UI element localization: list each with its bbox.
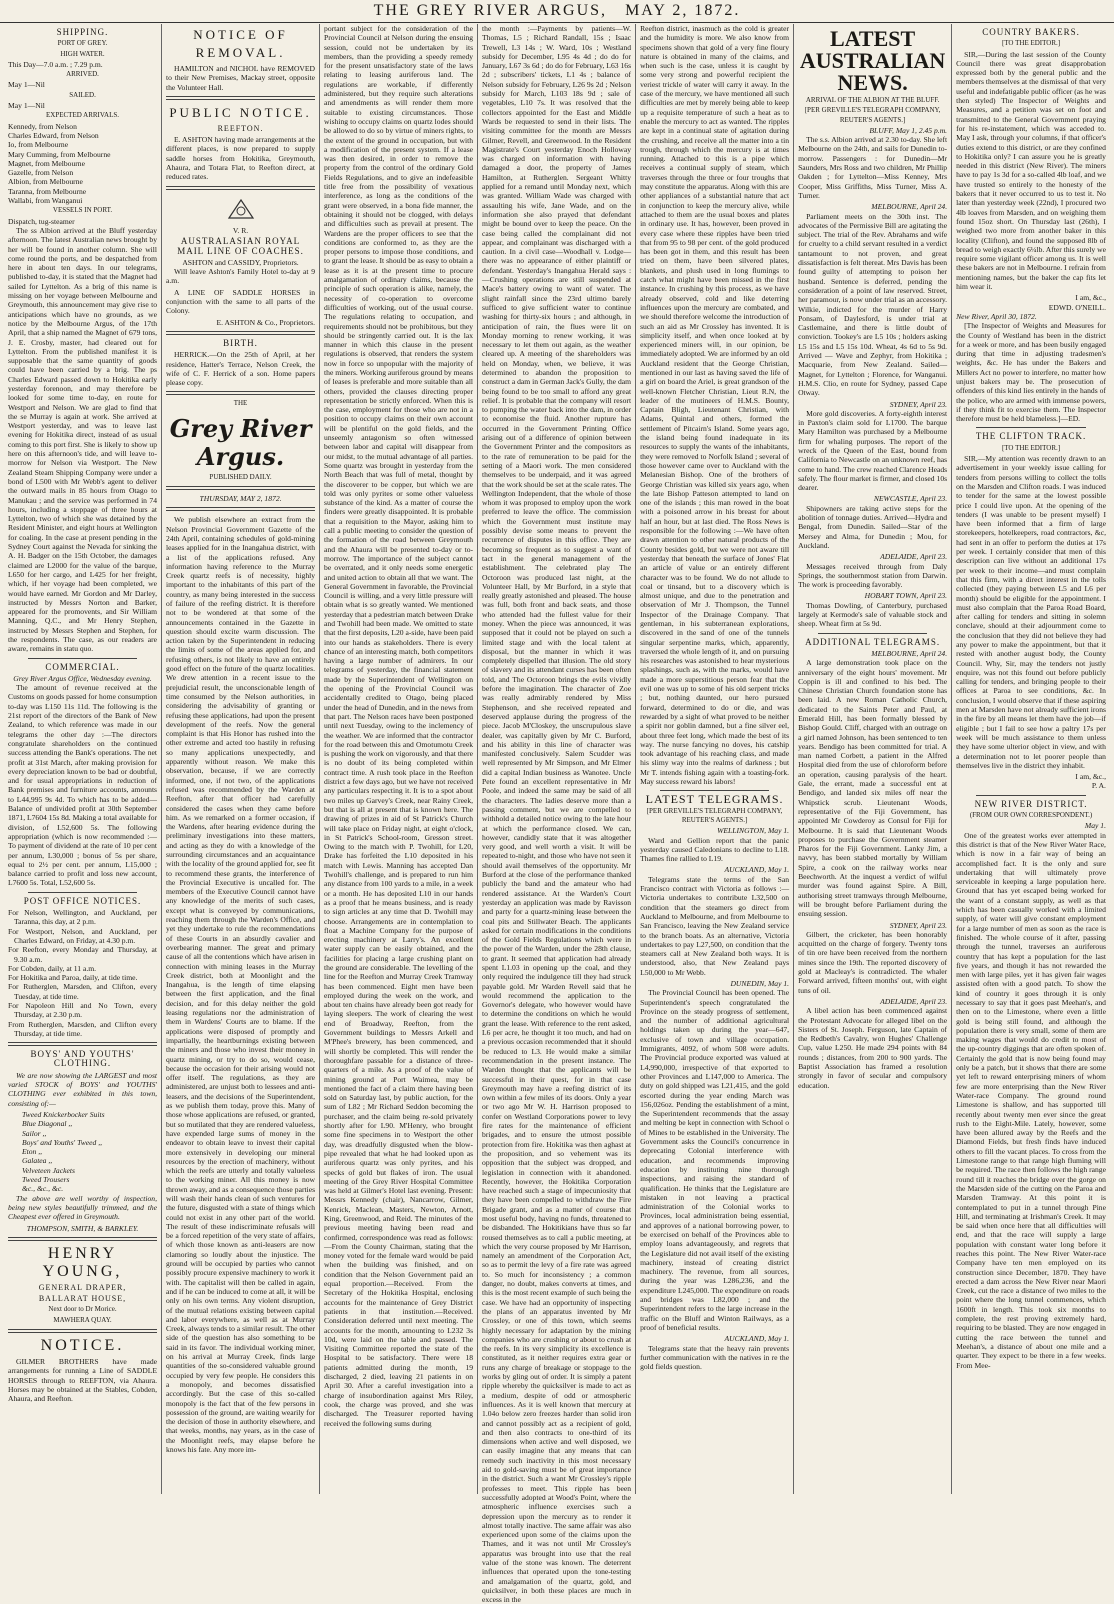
divider bbox=[28, 892, 137, 893]
letter-text: SIR,—My attention was recently drawn to an advertisement in your weekly issue calling for tenders from persons willing to collect the tolls on the Marsden and Clifton roads. I was induced to tender for the same at the lowest possible price I could live upon. At the opening of the tenders (I was unable to be present myself) I have been informed that a firm of large storekeepers, hotelkeepers, road contractors, &c, had sent in an offer to perform the duties at 17s per week. I certainly consider that men of this description can live without an additional 17s per week to their income—and must complain that this firm, with a direct interest in the tolls collected (they paying between L5 and L6 per month) should be eligible for the appointment. I must also complain that the Paroa Road Board, after calling for tenders and sitting in solemn conclave, should at their adjournment come to the conclusion that they did not believe they had any power to make the appointment, but that it rested with another august body, the County Council. Why, Sir, may the tenders not justly enquire, was not this found out before publicly calling for tenders, and bringing people to their offices at Paroa to see conditions, &c. In conclusion, I would observe that if these aspiring men at Marsden have not already sufficient irons in the fire by all means let them have the job—if eligible ; but I fail to see how a paltry 17s per week will be much assistance to them unless they have some ulterior object in view, and with a determination not to let poorer people than themselves live in the district they inhabit. bbox=[956, 454, 1106, 770]
list-item: Tweed Trousers bbox=[22, 1175, 70, 1185]
arrival-heading: ARRIVAL OF THE ALBION AT THE BLUFF. bbox=[805, 96, 940, 104]
telegram-text: The Provincial Council has been opened. The Superintendent's speech congratulated the Province on the steady progress of settlement, and the number of additional agricultural holdings taken up during the year—647, exclusive of town and village occupation. Immigrants, 4092, of whom 508 were adults. The Provincial produce exported was valued at L4,990,000, irrespective of that exported to other Provinces and L147,000 to America. The duty on gold shipped was L21,415, and the gold escorted during the year ending March was 156,026oz. Pending the establishment of a mint, the Superintendent recommends that the assay and melting be kept in connection with School o of Mines to be established in the University. The Government asks the Council's concurrence in deprecating Colonial interference with education, and recommends improving education by instituting nine thorough inspections, and raising the standard of qualification. He thinks that the Legislature are mistaken in not leaving a practical administration of the Colonial works to Provinces, local administration being essential, and approves of a national borrowing power, to be exercised on behalf of the Provinces able to employ loans advantageously, and regrets that the Legislature did not avail itself of the existing machinery, instead of creating district machinery. The revenue, from all sources, during the year was L286,236, and the expenditure L245,000. The expenditure on roads and bridges was L82,000 ; and the Superintendent refers to the large increase in the traffic on the Bluff and Winton Railways, as a proof of beneficial results. bbox=[640, 988, 790, 1332]
sailed-heading: SAILED. bbox=[69, 90, 96, 99]
vessels-heading: VESSELS IN PORT. bbox=[52, 206, 113, 215]
post-list bbox=[8, 908, 157, 1038]
divider bbox=[166, 391, 315, 395]
list-item: Charles Edward, from Nelson bbox=[8, 130, 99, 140]
dateline: AUCKLAND, May 1. bbox=[724, 865, 790, 875]
arrived-heading: ARRIVED. bbox=[66, 70, 99, 79]
title-the: THE bbox=[233, 399, 248, 408]
dateline: SYDNEY, April 23. bbox=[889, 399, 948, 409]
list-item: Wallabi, from Wanganui bbox=[8, 196, 83, 206]
mail-sub: ASHTON and CASSIDY, Proprietors. bbox=[182, 257, 299, 267]
mail-title: AUSTRALASIAN ROYAL MAIL LINE OF COACHES. bbox=[177, 236, 304, 256]
news-text: Shipowners are taking active steps for the abolition of tonnage duties. Arrived—Hydra and Bengal, from Dunedin. Sailed—Star of the Mersey and Alma, for Dunedin ; Mou, for Auckland. bbox=[798, 503, 948, 550]
column-5 bbox=[636, 24, 794, 1494]
dateline: DUNEDIN, May 1. bbox=[730, 978, 790, 988]
high-water-times: This Day—7.0 a.m. ; 7.29 p.m. bbox=[8, 59, 103, 69]
divider bbox=[8, 1042, 157, 1046]
port-heading: PORT OF GREY. bbox=[57, 39, 108, 48]
dateline: HOBART TOWN, April 23. bbox=[864, 591, 948, 601]
arrived-text: May 1—Nil bbox=[8, 80, 45, 90]
boys-signature: THOMPSON, SMITH, & BARKLEY. bbox=[26, 1223, 139, 1233]
commercial-dateline: Grey River Argus Office, Wednesday evening. bbox=[13, 673, 152, 683]
public-notice-title: PUBLIC NOTICE. bbox=[169, 104, 312, 120]
divider bbox=[166, 486, 315, 490]
latest-telegrams-sub: [PER GREVILLE'S TELEGRAPH COMPANY, REUTER'S AGENTS.] bbox=[646, 806, 783, 824]
issue-date: THURSDAY, MAY 2, 1872. bbox=[199, 494, 282, 504]
list-item: Boys' and Youths' Tweed ,, bbox=[22, 1137, 103, 1147]
letter-date: New River, April 30, 1872. bbox=[956, 311, 1037, 321]
list-item: For Reefton, every Monday and Thursday, at 9.30 a.m. bbox=[8, 945, 158, 964]
new-river-text: One of the greatest works ever attempted in this district is that of the New River Water Race, which is now in a fair way of being an accomplished fact. It is the only and sure undertaking that will ultimately prove serviceable in keeping a large population here. Ground that has yet escaped being worked for the want of a constant supply, as well as that which has been casually worked with a limited supply, of water will give constant employment for a large number of men as soon as the race is finished. The whole course of it after, passing through the tunnel, traverses an auriferous country that has kept a population for the last five years, and though it has not rewarded the men with large piles, yet it has given fair wages assisted often with a good patch. To show the kind of country it goes through it is only necessary to say that it goes past Meehan's, and then on to the Limestone, where even a little gold is being still found, and although the population there is very small, some of them are making wages that would do credit to most of the up-country diggings that are often spoken of. Certainly the gold that is now being found may only be a patch, but it shows that there are some yet left to reward enterprising miners of whom few are more enterprising than the New River Water-race Company. The ground round Limestone is shallow, and has supported till recently about twenty men ever since the great rush to the Eight-Mile. Lately, however, some have been allured away by the Reefs and the Diamond Fields, but fresh finds have induced others to fill the vacant places. To cross from the Limestone range to that range high fluming will be required. The race then follows the high range round till it reaches the bridge over the gorge on the Marsden side of the cutting on the Paroa and Marsden Tramway. At this point it is contemplated to put in a tunnel through Pine Hill, and terminating at Irishman's Creek. It may be said when once here that all difficulties will end, and that the race will supply a large population with constant water long before it reaches this point. The New River Water-race Company have ten men employed on its construction since December, 1870. They have erected a dam across the New River near Maori Creek, cut the race a distance of two miles to the point where the long tunnel commences, which 1600ft in length. This took six months to complete, the rest proving extremely hard, requiring to be blasted. They are now engaged in cutting the race between the tunnel and Meehan's, a distance of about one mile and a quarter. They expect to be there in a few weeks. From Mee- bbox=[956, 830, 1106, 1370]
news-text: Messages received through from Daly Springs, the southernmost station from Darwin. The work is proceeding favorably. bbox=[798, 561, 948, 590]
birth-heading: BIRTH. bbox=[223, 337, 258, 348]
news-text: Thomas Dowling, of Canterbury, purchased largely at Kermode's sale of valuable stock and sheep. Wheat firm at 5s 9d. bbox=[798, 600, 948, 629]
young-title: HENRY YOUNG, bbox=[42, 1244, 123, 1280]
dateline: BLUFF, May 1, 2.45 p.m. bbox=[869, 125, 948, 135]
masthead bbox=[0, 0, 1114, 23]
columns bbox=[4, 24, 1110, 1604]
public-notice-text: E. ASHTON having made arrangements at the different places, is now prepared to supply saddle horses from Hokitika, Greymouth, Ahaura, and Totara Flat, to Reefton direct, at reduced rates. bbox=[166, 135, 316, 182]
crest-letters: V. R. bbox=[232, 225, 249, 235]
list-item: For Rutherglen, Marsden, and Clifton, every Tuesday, at tide time. bbox=[8, 982, 158, 1001]
shipping-article: The ss Albion arrived at the Bluff yesterday afternoon. The latest Australian news brought by her will be found in another column. She will come round the ports, and be despatched from here in about ten days. In our telegrams, published to-day, it is stated that the Magnet had sailed for Lyttelton. As a brig of this name is missing on her voyage between Melbourne and Greymouth, this announcement may give rise to anticipations which have no grounds, as we notice by the Melbourne Argus, of the 17th April, that a ship named the Magnet of 679 tons, J. E. Crosby, master, had cleared out for Lyttelton. From the published manifest it is supposable that the same quantity of goods could have been carried by a brig. The ps Charles Edward passed down to Hokitika early yesterday forenoon, and may therefore be looked for some time to-day, en route for Westport and Nelson. We are glad to find that the se Murray is again at work. She arrived at Westport yesterday, and was to leave last evening for Hokitika direct, instead of as usual coming to this port first. She is likely to show up here on this afternoon's tide, and will leave to-morrow for Nelson via Westport. The New Zealand Steam Shipping Company were under a bond of L500 with Mr Webb's agent to deliver the outward mails in 85 hours from Otago to Manukau ; and the service was performed in 74 hours, including a stoppage of three hours at Lyttelton, two of which she was detained by the Resident Minister, and eight hours at Wellington for coaling. In the case at present pending in the Sydney Court against the Nevada for sinking the A. H. Badger on the 15th October, the damages claimed are L2000 for the value of the barque, L650 for her cargo, and L425 for her freight, which, if her voyage had been completed, we would have earned. Mr Gordon and Mr Darley, instructed by Messrs Norton and Barker, appeared for the promovents, and Sir William Manning, Q.C., and Mr Henry Stephen, instructed by Messrs Stephen and Stephen, for the respondents. The case, as our readers are aware, remains in statu quo. bbox=[8, 225, 158, 654]
published-daily: PUBLISHED DAILY. bbox=[209, 472, 272, 481]
list-item: Mary Cumming, from Melbourne bbox=[8, 149, 111, 159]
divider bbox=[976, 427, 1086, 428]
column-7 bbox=[952, 24, 1110, 1494]
paper-title: Grey River Argus. bbox=[169, 413, 312, 471]
telegram-text: Ward and Gellion report that the panic yesterday caused Caledonians to decline to L18. Thames fine rallied to L19. bbox=[640, 835, 790, 864]
telegram-text: Telegrams state that the heavy rain prevents further communication with the natives in re the gold fields question. bbox=[640, 1343, 790, 1372]
letter-signoff: I am, &c., bbox=[1075, 772, 1106, 782]
list-item: For Hokitika and Paroa, daily, at tide time. bbox=[8, 973, 138, 983]
dateline: NEWCASTLE, April 23. bbox=[873, 494, 948, 504]
removal-title: NOTICE OF REMOVAL. bbox=[193, 27, 288, 60]
news-text: More gold discoveries. A forty-eighth interest in Paxton's claim sold for L1700. The barque Mary Hamilton was purchased by a Melbourne firm for whaling purposes. The report of the wreck of the Queen of the East, bound from California to Newcastle on an unknown reef, has come to hand. The crew reached Clarence Heads safely. The flour market is firmer, and closed 10s dearer. bbox=[798, 408, 948, 493]
divider bbox=[660, 790, 769, 791]
news-text: Gilbert, the cricketer, has been honorably acquitted on the charge of forgery. Twenty tons of tin ore have been received from the northern mines since the 19th. The reported discovery of gold at Macleay's is contradicted. The whaler Forward arrived, fifteen months' out, with eight tuns of oil. bbox=[798, 929, 948, 995]
dateline: May 1. bbox=[1084, 821, 1106, 831]
commercial-article: The amount of revenue received at the Customs on goods passed for home consumption to-day was L150 11s 11d. The following is the 21st report of the directors of the Bank of New Zealand, to which reference was made in our telegrams the other day :—The directors congratulate shareholders on the continued success attending the Bank's operations. The net profit at 31st March, after making provision for every depreciation known to be bad or doubtful, and for usual appropriations in reduction of Bank premises and furniture accounts, amounts to L44,995 9s 4d. To which has to be added—Balance of undivided profit at 30th September 1871, L7604 15s 8d. Making a total available for division, of L52,600 5s. The following appropriation (which is now recommended :—To payment of dividend at the rate of 10 per cent per annum, L30,000 ; bonus of 5s per share, equal to 2½ per cent. per annum, L15,000 ; balance carried to profit and loss new account, L7600 5s. Total, L52,600 5s. bbox=[8, 683, 158, 888]
dateline: MELBOURNE, April 24. bbox=[871, 202, 948, 212]
column-5-text: Reefton district, inasmuch as the cold is greater and the humidity is more. We also know from specimens shown that gold of a very fine floury nature is obtained in many of the claims, and when such is the case, unless it is caught by some very strong and powerful recipient the veriest trickle of water will carry it away. In the case of the mercury, we have mentioned all such difficulties are met by merely being able to keep up a requisite temperature of such a heat as to enable the mercury to act as wanted. The ripples are kept in a continual state of agitation during the crushing, and receive all the matter into a tin trough, through which the mercury is at times running. Attached to this is a pipe which receives a continual supply of steam, which traverses through the three or four troughs that may constitute the apparatus. Along with this are other appliances of a substantial nature that act in conjunction to keep the mercury alive, while attached to them are the usual boxes and plates in ordinary use. It has, however, been proved in every case where these ripples have been tried that from 95 to 98 per cent. of the gold produced has been got in them, and this result has been tried on them, have been silvered plates, blankets, and plush used in long flumings to catch what might have been missed in the first instance. In crushing by this process, as we have already observed, cold and like deterring influences upon the mercury are combated, and we should therefore welcome the introduction of such an aid as Mr Crossley has invented. It is simplicity itself, and when once looked at by experienced miners will, in our opinion, be immediately adopted. We are informed by an old Auckland resident that the George Christian, mentioned in our last as having saved the life of a girl on board the Ariel, is great grandson of the well-known Fletcher Christian, Lieut R.N, the leader of the mutineers of H.M.S. Bounty, Captain Bligh, Lieutenant Christian, with Adams, Quintal and others, formed the settlement of Pitcairn's Island. Some years ago, the island being found inadequate in its resources to supply the wants of the inhabitants, they were removed to Norfolk Island ; several of those however came over to Auckland with the Melanesian Bishop. One of the brothers of George Christian was killed six years ago, when the late Bishop Patteson attempted to land on one of the islands ; this man rowed in the boat with a poisoned arrow in his breast for about half an hour, but at last died. The Ross News is responsible for the following :—We have often drawn attention to other natural products of the County besides gold, but we were not aware till yesterday that beneath the surface of Jones' Flat an article of value or an entirely different character was to be found. We do not allude to coal or tinsand, but to a discovery which is almost unique, and due to the penetration and observation of Mr J. Thompson, the Tunnel Inspector of the Drainage Company. That gentleman, in his subterranean explorations, discovered in the sand of one of the tunnels singular serpentine marks, which, apparently, traversed the whole length of it, and on pursuing his researches was astonished to hear mysterious splashings, such as, with the marks, would have made a more superstitious person fear that the evil one was up to some of his old serpent tricks ; but, nothing daunted, our hero pursued forward, determined to do or die, and was rewarded by a sight of what proved to be neither a spirit nor goblin damned, but a fine silver eel, about three feet long, which made the best of its way. The nurse fancying no doves, his catship took advantage of his reaching class, and made his slimy way into the realms of darkness ; but Mr T. intends fishing again with a toasting-fork. May success reward his labors! bbox=[640, 24, 790, 787]
dateline: MELBOURNE, April 24. bbox=[871, 648, 948, 658]
shipping-heading: SHIPPING. bbox=[56, 27, 109, 37]
divider bbox=[28, 658, 137, 659]
column-6 bbox=[794, 24, 952, 1494]
list-item: For Westport, Nelson, and Auckland, per Charles Edward, on Friday, at 4.30 p.m. bbox=[8, 926, 158, 945]
dateline: SYDNEY, April 23. bbox=[889, 920, 948, 930]
column-3 bbox=[320, 24, 478, 1494]
post-heading: POST OFFICE NOTICES. bbox=[23, 895, 142, 906]
letter-signature: EDWD. O'NEILL. bbox=[1048, 302, 1106, 312]
dateline: ADELAIDE, April 23. bbox=[880, 552, 948, 562]
boys-list bbox=[8, 1110, 157, 1194]
high-water-heading: HIGH WATER. bbox=[60, 49, 105, 58]
news-text: The s.s. Albion arrived at 2.30 to-day. She left Melbourne on the 24th, and sails for Dunedin to-morrow. Passengers : for Dunedin—Mr Saunders, Mrs Ross and two children, Mr Phillip Oakden ; for Lyttelton—Miss Kenney, Mrs Cooper, Miss Griffiths, Miss Turner, Miss A. Turner. bbox=[798, 135, 948, 200]
dateline: ADELAIDE, April 23. bbox=[880, 996, 948, 1006]
list-item: Blue Diagonal ,, bbox=[22, 1119, 73, 1129]
birth-text: HERRICK.—On the 25th of April, at her residence, Hatter's Terrace, Nelson Creek, the wife of C. F. Herrick of a son. Home papers please copy. bbox=[166, 350, 316, 388]
divider bbox=[166, 331, 315, 335]
list-item: Magnet, from Melbourne bbox=[8, 158, 85, 168]
expected-heading: EXPECTED ARRIVALS. bbox=[46, 111, 119, 120]
bakers-heading: COUNTRY BAKERS. bbox=[982, 27, 1080, 37]
sub-heading: [PER GREVILLE'S TELEGRAPH COMPANY, REUTER'S AGENTS.] bbox=[804, 106, 941, 124]
notice-title: NOTICE. bbox=[40, 1337, 125, 1354]
divider bbox=[818, 633, 927, 634]
list-item: For Napoleon Hill and No Town, every Thursday, at 2.30 p.m. bbox=[8, 1000, 158, 1020]
letter-signoff: I am, &c., bbox=[1075, 293, 1106, 303]
news-text: A libel action has been commenced against the Protestant Advocate for alleged libel on the Sisters of St. Joseph. Ferguson, late Captain of the Redbeth's Cavalry, won Hughes' Challenge Cup, value L250. He made 294 points with 84 rounds ; distances, from 200 to 900 yards. The Baptist Association has framed a resolution strongly in favor of secular and compulsory education. bbox=[798, 1006, 948, 1090]
editor-note: [The Inspector of Weights and Measures for the County of Westland has been in the district for a week or more, and has been busily engaged during that time in adjusting tradesmen's weights, &c. He has under the Bakers and Millers Act no power to interfere, no matter how unjust bakers may be. The prosecution of offenders of this kind lies entirely in the hands of the police, who are armed with immense powers, if they think fit to exercise them. The Inspector therefore must be held blameless.]—ED. bbox=[956, 321, 1106, 424]
boys-footer: The above are well worthy of inspection, being new styles beautifully trimmed, and the Cheapest ever offered in Greymouth. bbox=[8, 1193, 158, 1222]
list-item: For Cobden, daily, at 11 a.m. bbox=[8, 963, 97, 973]
saddle-text: A LINE OF SADDLE HORSES in conjunction with the same to all parts of the Colony. bbox=[166, 287, 316, 316]
new-river-heading: NEW RIVER DISTRICT. bbox=[974, 798, 1088, 809]
leader-article: We publish elsewhere an extract from the Nelson Provincial Government Gazette of the 24th April, containing schedules of gold-mining leases applied for in the Inangahua district, with a list of the applications refused. Any information having reference to the Murray Creek quartz reefs is of necessity, highly important to the inhabitants of this part of the country, as many being interested in the success of failure of the reefing district. It is therefore not to be wondered at that some of the announcements contained in the Gazette in question should excite warm discussion. The action taken by the Superintendent in reducing the limits of some of the areas applied for, and refusing others, is not likely to have an entirely good effect on the future of the quartz localities. We drew attention in a recent issue to the prejudicial result, the unconscionable length of time consumed by the Nelson authorities, in considering the advisability of granting or refusing these applications, had upon the present development of the reefs. Now the general complaint is that His Honor has rushed into the other extreme and acted too hastily in refusing so many applications unexpectedly, and apparently without reason. We make this observation, because, if we are correctly informed, one, if not two, of the applications refused was recommended by the Warden at Reefton, after that officer had carefully considered the cases when they came before him. As we remarked on a former occasion, if the Wardens, after hearing evidence during the preliminary investigations into these matters, and acting as they do with a knowledge of the surrounding circumstances and an acquaintance with the locality of the ground applied for, see fit to recommend these grants, the interference of the Provincial Executive is uncalled for. The members of the Executive Council cannot have any knowledge of the merits of such cases, except what is conveyed by communications, reaching them through the Warden's Office, and yet they undertake to rule the recommendations of these Courts in an absurdly cavalier and overbearing manner. The great and primary cause of all the contentions which have arisen in connection with mining leases in the Murray Creek district, both at Moonlight and the Inangahua, is the length of time elapsing between the first application, and the final decision, and for this delay neither the gold leasing regulations nor the administration of them in Wardens' Courts are to blame. If the applications were disposed of promptly and impartially, the heartburnings existing between the miners and those who invest their money in quartz mining, or try to do so, would cease, because the occasion for their arising would not offer itself. The regulations, as they are administered, are unjust both to lessees and anti-leasers, and the decisions of the Superintendent, as we publish them today, prove this. Many of those whose applications are refused, or granted, but so mutilated that they are rendered valueless, have expended large sums of money in the endeavor to obtain leave to invest their capital more extensively in developing our mineral resources by the erection of machinery, without which the reefs are utterly and totally valueless to the working miner. All this money is now thrown away, and as a consequence those parties will wash their hands clean of such ventures for the future, disgusted with a state of things which could not exist in any other part of the world. The result of these indiscriminate refusals will be a forced repetition of the very state of affairs, of which those known as anti-leasers are now clamoring so loudly about the injustice. The ground will be occupied by parties who cannot possibly procure expensive machinery to work it with. The capitalist will then be called in again, and if he can be induced to come at all, it will be only on his own terms. Any violent disruption, of the mutual relations existing between capital and labor everywhere, as well as at Murray Creek, always tends to a similar result. The other side of the question has also something to be said in its favor. The individual working miner, on his arrival at Murray Creek, finds large quantities of the so-considered valuable ground occupied by very few people. He considers this a monopoly, and becomes dissatisfied accordingly. But the case of this so-called monopoly is the fact that of the few persons in possession of the ground, are waiting wearily for the decision of those in authority elsewhere, and that weeks, months, nay years, as in the case of the Moonlight reefs, may elapse before he knows his fate. Any more im- bbox=[166, 515, 316, 1454]
boys-text: We are now showing the LARGEST and most varied STOCK of BOYS' and YOUTHS' CLOTHING ever exhibited in this town, consisting of:— bbox=[8, 1070, 158, 1108]
to-editor: [TO THE EDITOR.] bbox=[1001, 443, 1061, 452]
list-item: Velveteen Jackets bbox=[22, 1165, 75, 1175]
letter-text: SIR,—During the last session of the County Council there was great disapprobation expressed both by the general public and the members themselves at the dismissal of that very useful and indefatigable public officer (as he was then styled) The Inspector of Weights and Measures, and a petition was set on foot and transmitted to the General Government praying for his re-instatement, which was acceded to. May I ask, through your columns, if that officer's duties extend to this district, or are they confined to Hokitika only? I can assure you he is greatly needed in this district (New River). The miners have to pay 1s 3d for a so-called 4lb loaf, and we have trusted so entirely to the honesty of the bakers that it never occurred to us to test it. No later than yesterday week (22nd), I procured two 4lb loaves from Marsden, and on weighing them found 15oz short. On Thursday last (26th), I weighed two more from another baker in this locality (Clifton), and found the supposed 8lb of bread to weigh exactly 6¼lb. After this surely we require some vigilant officer among us. It is well these bakers are not in Melbourne. I refrain from mentioning names, but the baker the cap fits let him wear it. bbox=[956, 49, 1106, 292]
divider bbox=[8, 1237, 157, 1241]
latest-australian-news-title: LATEST AUSTRALIAN NEWS. bbox=[799, 26, 946, 95]
masthead-date: MAY 2, 1872. bbox=[625, 2, 741, 19]
list-item: Kennedy, from Nelson bbox=[8, 121, 77, 131]
news-text: Parliament meets on the 30th inst. The advocates of the Permissive Bill are agitating the subject. The trial of the Rev. Abrahams and wife for cruelty to a child servant resulted in a verdict tantamount to not proven, and great dissatisfaction is felt thereat. Mrs Davis has been found guilty of attempting to poison her husband. Sentence is deferred, pending the consideration of a point of law reserved. Street, her paramour, is now under trial as an accessory. Wilkie, indicted for the murder of Harry Ponsam, of Daylesford, is under trial at Castlemaine, and there is little doubt of conviction. Tookey's are L5 10s ; holders asking L5 15s and L5 15s 10d. Wheat, 4s 6d to 5s 9d. Arrived — Wave and Zephyr, from Hokitika ; Macquarie, from New Zealand. Sailed—Magnet, for Lyttelton ; Florence, for Wanganui. H.M.S. Clio, en route for Sydney, passed Cape Otway. bbox=[798, 211, 948, 398]
commercial-heading: COMMERCIAL. bbox=[45, 661, 120, 672]
news-text: A large demonstration took place on the anniversary of the eight hours' movement. Mr Coppin is ill and confined to his bed. The Chinese Christian Church foundation stone has been laid. A new Roman Catholic Church, dedicated to the Saints Peter and Paul, at Emerald Hill, has been formally blessed by Bishop Gould. Cliff, charged with an outrage on a girl named Johnson, has been sentenced to ten years. Bendigo has been committed for trial. A man named Corbett, a patient in the Alfred Hospital died from the use of chloroform before an operation, causing paralysis of the heart. Gale, the errant, made a successful ent at Bendigo, and landed six miles off near the Whipstick scrub. Lieutenant Woods, representative of the Fiji Government, has appointed Mr Cowderoy as Consul for Fiji for Melbourne. It is said that Lieutenant Woods proposes to purchase the Government steamer Pharos for the Fiji Government. Lanky Jim, a navvy, has been stabbed mortally by William Spire, a cook on the railway works near Beechworth. At the inquest a verdict of wilful murder was found against Spire. A Bill, authorising street tramways through Melbourne, will be brought before Parliament during the ensuing session. bbox=[798, 658, 948, 919]
boys-heading: BOYS' AND YOUTHS' CLOTHING. bbox=[30, 1049, 135, 1069]
list-item: Io, from Melbourne bbox=[8, 140, 69, 150]
correspondent-line: (FROM OUR OWN CORRESPONDENT.) bbox=[969, 811, 1093, 820]
divider bbox=[8, 1329, 157, 1333]
list-item: For Nelson, Wellington, and Auckland, per Taranna, this day, at 2 p.m. bbox=[8, 908, 158, 927]
expected-list bbox=[8, 122, 157, 206]
list-item: &c., &c., &c. bbox=[22, 1184, 64, 1194]
divider bbox=[166, 507, 315, 511]
vessels-text: Dispatch, tug-steamer bbox=[8, 216, 75, 226]
to-editor: [TO THE EDITOR.] bbox=[1001, 39, 1061, 48]
young-sub: GENERAL DRAPER, bbox=[38, 1282, 127, 1292]
young-sub: BALLARAT HOUSE, bbox=[38, 1294, 127, 1304]
saddle-signature: E. ASHTON & Co., Proprietors. bbox=[216, 317, 316, 327]
masthead-paper: THE GREY RIVER ARGUS, bbox=[373, 2, 608, 19]
letter-signature: P. A. bbox=[1091, 781, 1106, 791]
list-item: From Rutherglen, Marsden, and Clifton every Thursday, at tide time. bbox=[8, 1019, 158, 1038]
column-4-text: the month :—Payments by patients—W. Thomas, L5 ; Richard Randall, 15s ; Isaac Trewell, L3 14s ; W. Ward, 10s ; Westland subsidy for December, L95 4s 4d ; do do for January, L67 3s 6d ; do do for February, L63 16s 2d ; subscribers' tickets, L1 4s ; balance of Nelson subsidy for February, L26 9s 2d ; Nelson subsidy for March, L103 18s 9d ; sale of vegetables, L10 7s. It was resolved that the collectors appointed for the East and Middle Wards be requested to send in their lists. The visiting committee for the month are Messrs Gilmer, Revell, and Greenwood. In the Resident Magistrate's Court yesterday Enoch Holloway was charged on information with having damaged a door, the property of James Hamilton, at Rutherglen. Sergeant Whitty applied for a remand until Monday next, which was granted. William Wade was charged with assaulting his wife, Jane Wade, and on the information she also prayed that defendant might be bound over to keep the peace. On the case being called the complainant did not appear, and complainant was discharged with a caution. In a civil case—Woodhall v. Lodge—there was no appearance of either plaintiff or defendant. Yesterday's Inangahua Herald says :—Crushing operations are still suspended at Mace's battery owing to want of water. The slight rainfall since the 23rd ultimo barely sufficed to give sufficient water to continue washing for thirty-six hours ; and although, in anticipation of rain, the flues were lit on Monday morning to renew working, it was necessary to let them out again, as the weather cleared up. A meeting of the shareholders was held on Monday, when, we believe, it was determined to abandon the proposition to construct a dam in German Jack's Gully, the dam being found to be too small to afford any great relief. It is probable that the company will resort to pumping the water back into the dam, in order to economise the fluid. Another rupture has occurred in the Government Printing Office arising out of a difference of opinion between the Government Printer and the compositors as to the rate of remuneration to be paid for the setting of a Maori work. The men considered themselves to be underpaid, and it was agreed that the work should be set at the scale rates. The Wellington Independent, that the whole of those whom it was proposed to employ upon the work preferred to leave the office. The commission which the Government must institute may possibly devise some means to prevent the recurrence of disputes in this office. They are becoming so frequent as to suggest a want of tact in the general management of the establishment. The celebrated play The Octoroon was produced last night, at the Volunteer Hall, by Mr Burford, in a style that really greatly astonished and pleased. The house was full, both front and back seats, and those who attended had the fullest value for their money. When the piece was announced, it was supposed that it could not be played on such a limited stage and with the local talent at disposal, but the manner in which it was completely dispelled that illusion. The old story of slavery and its attendant curses has been often told, and The Octoroon brings the evils vividly before the imagination. The character of Zoe was really admirably rendered by Miss Stephenson, and she received repeated and deserved applause during the progress of the piece. Jacob M'Closkey, the unscrupulous slave dealer, was capitally given by Mr C. Burford, and his ability in this line of character was manifested conclusively. Salem Scudder was well represented by Mr Simpson, and Mr Elmer did a capital Indian business as Wanotee. Uncle Pete found an excellent representative in Mr Poole, and indeed the same may be said of all the characters. The ladies deserve more than a passing comment, but we are compelled to withhold a detailed notice owing to the late hour at which the performance closed. We can, however, candidly state that it was altogether very good, and well worth a visit. It will be repeated to-night, and those who have not seen it should avail themselves of the opportunity. Mr Burford at the close of the performance thanked publicly the band and the amateur who had rendered assistance. At the Warden's Court yesterday an application was made by Ravisson and party for a quartz-mining lease between the coal pits and Stillwater Beach. The applicants asked for certain modifications in the conditions of the Gold Fields Regulations which were in the power of the Warden, under the 28th clause, to grant. It seemed that application had already spent L1.03 in opening up the coal, and they only required the indulgence till they had struck payable gold. Mr Warden Revell said that he would recommend the application to the Governor's delegate, who however would have to determine the conditions on which he would grant the lease. With reference to the rent asked, L6 per acre, he thought it too much, and had on a previous occasion recommended that it should be reduced to L3. He would make a similar recommendation in the present instance. The Warden thought that the applicants will be successful in their quest, for in that case Greymouth may have a reefing district of its own within a few miles of its doors. Only a year or two ago Mr W. H. Harrison proposed to confer on Westland Corporations power to levy fire rates for the maintenance of efficient brigades, and to ensure the utmost possible protection from fire. Hokitika was then aghast at the proposition, and so vehement was its opposition that the subject was dropped, and legislation in connection with it abandoned. Recently, however, the Hokitika Corporation have reached such a stage of impecuniosity that they have been compelled to withdraw the Fire Brigade grant, and as a matter of course that most useful body, having no funds, threatened to be disbanded. The Hokitikians have thus so far roused themselves as to call a public meeting, at which the very course proposed by Mr Harrison, namely an amendment of the Corporation Act, so as to permit the levy of a fire rate was agreed to. So much for inconsistency ; a common danger, no doubt, makes converts at times, and this is the most recent example of such being the case. We have had an opportunity of inspecting the plans of an apparatus invented by Mr Crossley, or one of this town, which seems highly necessary for adaptation by the mining companies who are crushing or about to crush at the reefs. In its very simplicity its excellence is constituted, as it neither requires extra gear or runs any charge of breakage or stoppage to the works by gling out of order. It is simply a patent ripple whereby the quicksilver is made to act as a medium, despite of odd or atmospheric influences. As it is well known that mercury at 1.04o below zero freezes harder than solid iron and cannot possibly act as a recipient of gold, and then also contracts to one-third of its dimensions when active and well disposed, we can easily imagine that any means that can remedy such inactivity in this most necessary aid to gold-saving must be of great importance in the district. Such a want Mr Crossley's ripple professes to meet. This ripple has been successfully adopted at Wood's Point, where the atmospheric influence exercises such a depression upon the mercury as to render it almost totally inactive. The same affair was also experienced upon some of the claims upon the Thames, and it was not until Mr Crossley's apparatus was brought into use that the real value of the stone was known. The deterrent influences that operated upon the tone-testing and amalgamation of the quartz, gold, and quicksilver, in both these places are much in excess in the bbox=[482, 24, 632, 1604]
column-3-text: portant subject for the consideration of the Provincial Council at Nelson during the ensuing session, could not be undertaken by its members, than the providing a speedy remedy for the present unsatisfactory state of the laws relating to leasing auriferous land. The regulations are workable, if differently administered, but they require such alterations and amendments as will render them more suitable to existing circumstances. Those wishing to occupy claims on quartz lodes should be allowed to do so by virtue of miners rights, to the extent of the ground in occupation, but with a modification of the present system. If a lease was then desired, in order to remove the property from the control of the ordinary Gold Fields Regulations, and to give an indefeasible title free from the possibility of vexatious interference, as long as the conditions of the grant were observed, in a bona fide manner, the obtaining it should not be clogged, with delays and difficulties such as prevail at present. The Wardens are the proper officers to see that the conditions are conformed to, as they are the proper persons to impose those conditions, and to grant the lease. It should be as easy to obtain a lease as it is at the present time to procure amalgamation of ordinary claims, because the principle of such operation is alike, namely, the necessity of co-operation to overcome difficulties of working, out of the usual course. The regulations relating to occupation, and requirements should not be prohibitous, but they should be stringently carried out. It is the lax manner in which this clause in the present regulations is observed, that renders the system now in force so unpopular with the majority of the miners. Working auriferous ground by means of leases is preferable and more suitable than all others, provided the clauses directing proper representation be strictly enforced. When this is the case, employment for those who are not in a position to occupy claims on their own account will be plentiful on the gold fields, and the unseemly antagonism so often witnessed between labor and capital will disappear from our midst, to the mutual advantage of all parties. Some quartz was brought in yesterday from the North Beach that was full of metal, thought by the discoverer to be copper, but which we are told was only pyrites or some other valueless substance of the kind. As a matter of course the finders were greatly disappointed. It is probable that a requisition to the Mayor, asking him to call a public meeting to consider the question of the formation of the road between Greymouth and the Ahaura will be presented to-day or to-morrow. The importance of the subject cannot be overrated, and it only needs some energetic and united action to obtain all that we want. The General Government in favorable, the Provincial Council is willing, and a very little pressure will obtain what is so greatly wanted. We mentioned yesterday that a pedestrian match between Drake and Twohill had been made. We omitted to state that the first deposits, L20 a-side, have been paid into our hands as stakeholders. There is every chance of an interesting match, both competitors having a large number of admirers. In our telegrams of yesterday, the financial statement made by the Superintendent of Wellington on the opening of the Provincial Council was accidentally credited to Otago, being placed under the head of Dunedin, and in the news from that part. The Nelson races have been postponed until next Tuesday, owing to the inclemency of the weather. We are informed that the contractor for the road between this and Omotumotu Creek is pushing the work on vigorously, and that there is no doubt of its being completed within contract time. A rush took place in the Reefton district a few days ago, but we have not received any particulars respecting it. It is to a spot about two miles up Garvey's Creek, near Rainy Creek, but that is all at present that is known here. The drawing of prizes in aid of St Patrick's Church will take place on Friday night, at eight o'clock, in St Patrick's School-room, Gresson street. Owing to the match with P. Twohill, for L20, Drake has forfeited the L10 deposited in his match with Lewis. Manning has accepted Dan Twohill's challenge, and is prepared to run him any distance from 100 yards to a mile, in a week or a month. He has deposited L10 in our hands as a proof that he means business, and is ready to sign articles at any time that D. Twohill may choose. Arrangements are in contemplation to float a Machine Company for the purpose of erecting machinery at Larry's. An excellent water supply can be easily obtained, and the facilities for placing a large crushing plant on the ground are considerable. The levelling of the line for the Reefton and Murray Creek Tramway has been commenced. Eight men have been employed during the week on the work, and about ten chains have already been got ready for laying sleepers. The work of clearing the west end of Broadway, Reefton, from the Government buildings to Messrs Arkell and M'Phee's brewery, has been commenced, and will shortly be completed. This will render the thoroughfare passable for a distance of three-quarters of a mile. As a proof of the value of mining ground at Port Waimea, may be mentioned the fact of a claim there having been sold on Saturday last, by public auction, for the sum of L82 ; Mr Richard Seddon becoming the purchaser, and the claim being re-sold privately shortly after for L90. M'Henry, who brought some fine specimens in to Westport the other day, was dreadfully disgusted when the blow-pipe revealed that what he had looked upon as auriferous quartz was only pyrites, and his specks of gold but flakes of iron. The usual meeting of the Grey River Hospital Committee was held at Gilmer's Hotel last evening. Present: Messrs Kennedy (chair), Nancarrow, Gilmer, Kenrick, Maclean, Masters, Newton, Arnott, King, Greenwood, and Reid. The minutes of the previous meeting having been read and confirmed, correspondence was read as follows: —From the County Chairman, stating that the money voted for the female ward would be paid when the building was finished, and on condition that the Nelson Government paid an equal proportion.—Received. From the Secretary of the Hokitika Hospital, enclosing accounts for the maintenance of Grey District patients in that institution.—Received. Consideration deferred until next meeting. The accounts for the month, amounting to L232 3s 10d, were laid on the table and passed. The Visiting Committee reported the state of the Hospital to be satisfactory. There were 18 patients admitted during the month, 19 discharged, 2 died, leaving 21 patients in on April 30. After a careful investigation into a charge of insubordination against Mrs Riley, cook, the charge was proved, and she was discharged. The Treasurer reported having received the following sums during bbox=[324, 24, 474, 1428]
sailed-text: May 1—Nil bbox=[8, 101, 45, 111]
list-item: Tweed Knickerbocker Suits bbox=[22, 1109, 105, 1119]
column-4 bbox=[478, 24, 636, 1604]
list-item: Albion, from Melbourne bbox=[8, 177, 83, 187]
list-item: Galatea ,, bbox=[22, 1156, 53, 1166]
divider bbox=[976, 795, 1086, 796]
young-sub: Next door to Dr Morice. bbox=[48, 1305, 117, 1314]
list-item: Gazelle, from Nelson bbox=[8, 168, 74, 178]
removal-text: HAMILTON and NICHOL have REMOVED to their New Premises, Mackay street, opposite the Volunteer Hall. bbox=[166, 64, 316, 92]
column-2 bbox=[162, 24, 320, 1494]
clifton-heading: THE CLIFTON TRACK. bbox=[975, 431, 1087, 442]
column-1 bbox=[4, 24, 162, 1494]
mail-text: Will leave Ashton's Family Hotel to-day at 9 a.m. bbox=[166, 267, 316, 286]
young-sub: MAWHERA QUAY. bbox=[53, 1315, 112, 1324]
public-notice-place: REEFTON. bbox=[217, 123, 264, 133]
additional-telegrams-heading: ADDITIONAL TELEGRAMS. bbox=[805, 636, 941, 647]
dateline: AUCKLAND, May 1. bbox=[724, 1334, 790, 1344]
list-item: Eton ,, bbox=[22, 1147, 43, 1157]
latest-telegrams-heading: LATEST TELEGRAMS. bbox=[645, 792, 784, 807]
divider bbox=[166, 186, 315, 190]
royal-crest-icon bbox=[166, 194, 315, 226]
dateline: WELLINGTON, May 1. bbox=[717, 826, 790, 836]
list-item: Sailor ,, bbox=[22, 1128, 47, 1138]
telegram-text: Telegrams state the terms of the San Francisco contract with Victoria as follows :—Victoria undertakes to contribute L32,500 on condition that the steamers go direct from Auckland to Melbourne, and from Melbourne to San Francisco, leaving the New Zealand service to the branch boats. As an alternative, Victoria undertakes to pay L27,500, on condition that the steamers call at New Zealand both ways. It is understood, also, that New Zealand pays L50,000 to Mr Webb. bbox=[640, 874, 790, 977]
divider bbox=[166, 96, 315, 100]
list-item: Taranna, from Melbourne bbox=[8, 186, 87, 196]
notice-text: GILMER BROTHERS have made arrangements for running a Line of SADDLE HORSES through to REEFTON, via Ahaura. Horses may be obtained at the Stables, Cobden, Ahaura, and Reefton. bbox=[8, 1357, 158, 1404]
